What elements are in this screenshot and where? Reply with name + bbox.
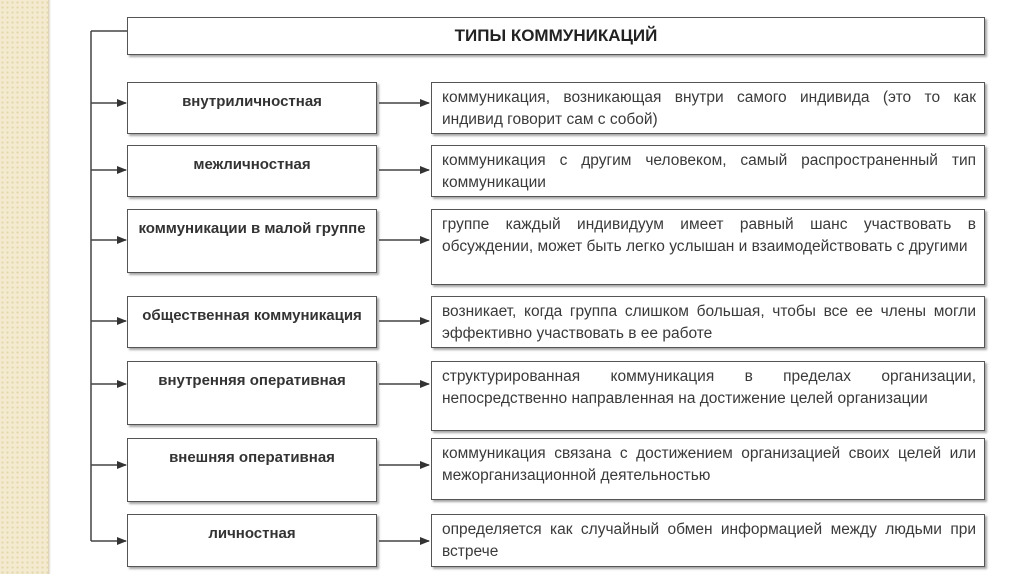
desc-box-interpersonal: коммуникация с другим человеком, самый распространенный тип коммуникации [431,145,985,197]
type-box-public: общественная коммуникация [127,296,377,348]
desc-box-intrapersonal: коммуникация, возникающая внутри самого индивида (это то как индивид говорит сам с собой) [431,82,985,134]
type-box-small-group: коммуникации в малой группе [127,209,377,273]
type-box-intrapersonal: внутриличностная [127,82,377,134]
type-box-external-operational: внешняя оперативная [127,438,377,502]
desc-box-small-group: группе каждый индивидуум имеет равный шанс участвовать в обсуждении, может быть легко услышан и взаимодействовать с другими [431,209,985,285]
type-box-personal: личностная [127,514,377,567]
desc-box-internal-operational: структурированная коммуникация в пределах организации, непосредственно направленная на достижение целей организации [431,361,985,431]
diagram-title: ТИПЫ КОММУНИКАЦИЙ [127,17,985,55]
desc-box-personal: определяется как случайный обмен информацией между людьми при встрече [431,514,985,567]
type-box-interpersonal: межличностная [127,145,377,197]
desc-box-public: возникает, когда группа слишком большая, чтобы все ее члены могли эффективно участвовать в ее работе [431,296,985,348]
type-box-internal-operational: внутренняя оперативная [127,361,377,425]
desc-box-external-operational: коммуникация связана с достижением организацией своих целей или межорганизационной деятельностью [431,438,985,500]
